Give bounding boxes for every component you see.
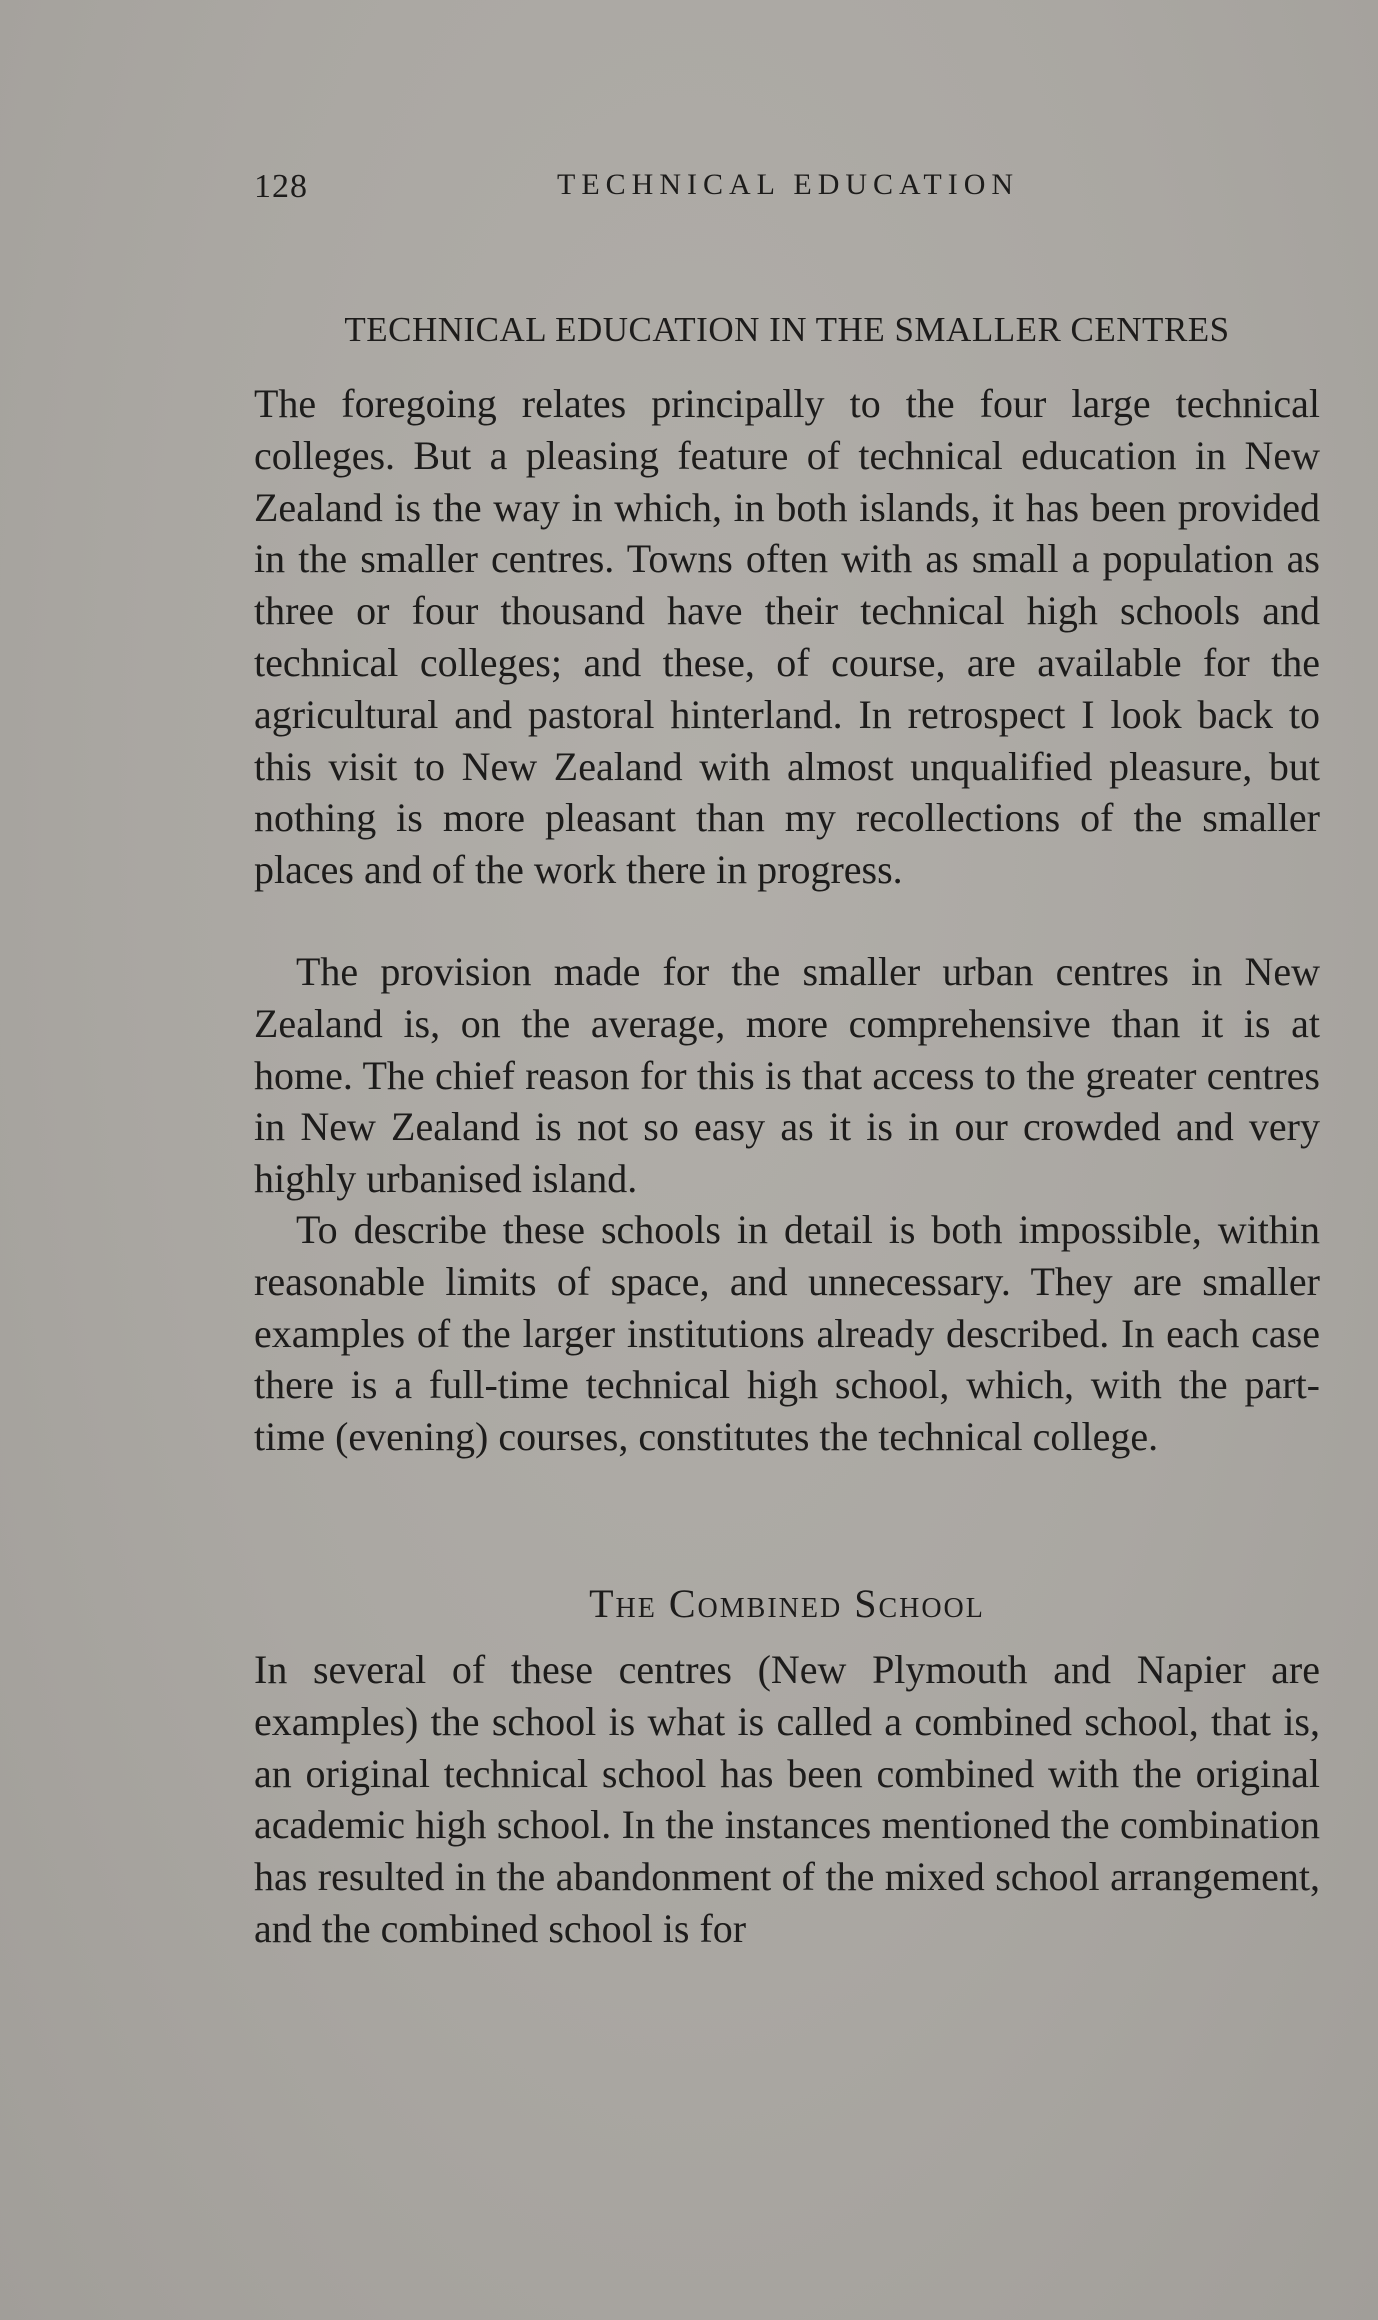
section-heading: TECHNICAL EDUCATION IN THE SMALLER CENTRES bbox=[344, 310, 1230, 349]
running-title: TECHNICAL EDUCATION bbox=[557, 168, 1020, 201]
subsection-heading: The Combined School bbox=[589, 1581, 985, 1626]
paragraph-4: In several of these centres (New Plymouth and Napier are examples) the school is what is called a combined school, that is, an original technical school has been combined with the original academic high school. In the instances mentioned the combination has resulted in the abandonment of the mixed school arrangement, and the combined school is for bbox=[254, 1647, 1320, 1951]
page-number: 128 bbox=[254, 168, 308, 205]
paragraph-3: To describe these schools in detail is both impossible, within reasonable limits of space, and unnecessary. They are smaller examples of the larger institutions already described. In each case there is a full-time technical high school, which, with the part-time (evening) courses, constitutes the technical college. bbox=[254, 1207, 1320, 1460]
paragraph-2: The provision made for the smaller urban centres in New Zealand is, on the average, more comprehensive than it is at home. The chief reason for this is that access to the greater centres in New Zealand is not so easy as it is in our crowded and very highly urbanised island. bbox=[254, 949, 1320, 1202]
running-header bbox=[254, 168, 1320, 218]
paragraph-1: The foregoing relates principally to the four large technical colleges. But a pleasing feature of technical education in New Zealand is the way in which, in both islands, it has been provided in the smaller centres. Towns often with as small a population as three or four thousand have their technical high schools and technical colleges; and these, of course, are available for the agricultural and pastoral hinterland. In retrospect I look back to this visit to New Zealand with almost unqualified pleasure, but nothing is more pleasant than my recollections of the smaller places and of the work there in progress. bbox=[254, 381, 1320, 893]
